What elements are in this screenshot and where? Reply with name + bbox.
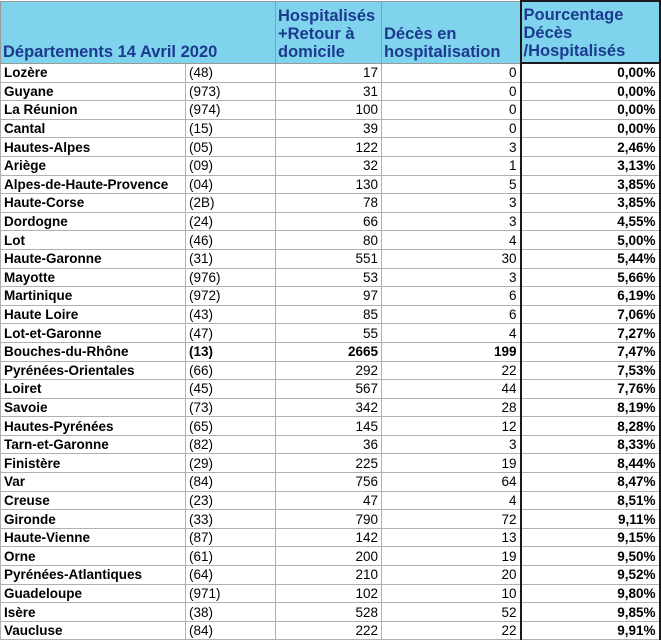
table-row bbox=[1, 194, 660, 213]
departement-code-cell[interactable]: (976) bbox=[186, 268, 276, 287]
deces-cell[interactable]: 28 bbox=[382, 398, 521, 417]
departement-code-cell[interactable]: (84) bbox=[186, 473, 276, 492]
pourcentage-cell[interactable]: 9,11% bbox=[521, 510, 660, 529]
hospitalises-cell[interactable]: 210 bbox=[276, 566, 382, 585]
departement-code-cell[interactable]: (66) bbox=[186, 361, 276, 380]
pourcentage-cell[interactable]: 7,06% bbox=[521, 305, 660, 324]
departement-name-cell[interactable]: Pyrénées-Orientales bbox=[1, 361, 186, 380]
deces-cell[interactable]: 4 bbox=[382, 231, 521, 250]
pourcentage-cell[interactable]: 7,53% bbox=[521, 361, 660, 380]
hospitalises-cell[interactable]: 142 bbox=[276, 528, 382, 547]
pourcentage-cell[interactable]: 9,15% bbox=[521, 528, 660, 547]
hospitalises-cell[interactable]: 2665 bbox=[276, 342, 382, 361]
departement-name-cell[interactable]: Bouches-du-Rhône bbox=[1, 342, 186, 361]
table-row bbox=[1, 454, 660, 473]
hospitalises-cell[interactable]: 292 bbox=[276, 361, 382, 380]
deces-cell[interactable]: 6 bbox=[382, 287, 521, 306]
departement-name-cell[interactable]: Tarn-et-Garonne bbox=[1, 435, 186, 454]
departement-code-cell[interactable]: (43) bbox=[186, 305, 276, 324]
table-row bbox=[1, 547, 660, 566]
header-hospitalises[interactable]: Hospitalisés +Retour à domicile bbox=[276, 1, 382, 63]
hospitalises-cell[interactable]: 222 bbox=[276, 621, 382, 640]
table-row bbox=[1, 380, 660, 399]
departement-code-cell[interactable]: (09) bbox=[186, 156, 276, 175]
deces-cell[interactable]: 19 bbox=[382, 454, 521, 473]
departement-code-cell[interactable]: (64) bbox=[186, 566, 276, 585]
deces-cell[interactable]: 13 bbox=[382, 528, 521, 547]
departement-code-cell[interactable]: (73) bbox=[186, 398, 276, 417]
deces-cell[interactable]: 3 bbox=[382, 435, 521, 454]
table-row bbox=[1, 156, 660, 175]
table-row bbox=[1, 417, 660, 436]
departement-name-cell[interactable]: Haute-Vienne bbox=[1, 528, 186, 547]
departement-code-cell[interactable]: (45) bbox=[186, 380, 276, 399]
table-row bbox=[1, 435, 660, 454]
deces-cell[interactable]: 52 bbox=[382, 603, 521, 622]
departement-code-cell[interactable]: (48) bbox=[186, 63, 276, 82]
pourcentage-cell[interactable]: 5,00% bbox=[521, 231, 660, 250]
pourcentage-cell[interactable]: 4,55% bbox=[521, 212, 660, 231]
departement-code-cell[interactable]: (971) bbox=[186, 584, 276, 603]
deces-cell[interactable]: 0 bbox=[382, 101, 521, 120]
departement-code-cell[interactable]: (2B) bbox=[186, 194, 276, 213]
header-pourcentage[interactable]: Pourcentage Décès /Hospitalisés bbox=[521, 1, 660, 63]
pourcentage-cell[interactable]: 9,85% bbox=[521, 603, 660, 622]
pourcentage-cell[interactable]: 0,00% bbox=[521, 63, 660, 82]
deces-cell[interactable]: 1 bbox=[382, 156, 521, 175]
departement-code-cell[interactable]: (82) bbox=[186, 435, 276, 454]
departement-name-cell[interactable]: Lot bbox=[1, 231, 186, 250]
deces-cell[interactable]: 22 bbox=[382, 621, 521, 640]
hospitalises-cell[interactable]: 32 bbox=[276, 156, 382, 175]
hospitalises-cell[interactable]: 85 bbox=[276, 305, 382, 324]
departement-code-cell[interactable]: (15) bbox=[186, 119, 276, 138]
departement-name-cell[interactable]: Isère bbox=[1, 603, 186, 622]
departement-code-cell[interactable]: (973) bbox=[186, 82, 276, 101]
deces-cell[interactable]: 4 bbox=[382, 491, 521, 510]
hospitalises-cell[interactable]: 47 bbox=[276, 491, 382, 510]
table-row bbox=[1, 324, 660, 343]
departement-name-cell[interactable]: Cantal bbox=[1, 119, 186, 138]
deces-cell[interactable]: 4 bbox=[382, 324, 521, 343]
departement-name-cell[interactable]: Vaucluse bbox=[1, 621, 186, 640]
header-row bbox=[1, 1, 660, 63]
table-row bbox=[1, 63, 660, 82]
deces-cell[interactable]: 30 bbox=[382, 249, 521, 268]
departement-name-cell[interactable]: Haute Loire bbox=[1, 305, 186, 324]
table-row bbox=[1, 621, 660, 640]
departement-name-cell[interactable]: Finistère bbox=[1, 454, 186, 473]
departement-code-cell[interactable]: (61) bbox=[186, 547, 276, 566]
departement-code-cell[interactable]: (13) bbox=[186, 342, 276, 361]
table-row bbox=[1, 566, 660, 585]
hospitalises-cell[interactable]: 225 bbox=[276, 454, 382, 473]
departement-name-cell[interactable]: Haute-Garonne bbox=[1, 249, 186, 268]
deces-cell[interactable]: 10 bbox=[382, 584, 521, 603]
pourcentage-cell[interactable]: 7,27% bbox=[521, 324, 660, 343]
pourcentage-cell[interactable]: 0,00% bbox=[521, 82, 660, 101]
hospitalises-cell[interactable]: 36 bbox=[276, 435, 382, 454]
table-row bbox=[1, 528, 660, 547]
pourcentage-cell[interactable]: 7,76% bbox=[521, 380, 660, 399]
pourcentage-cell[interactable]: 8,19% bbox=[521, 398, 660, 417]
table-row bbox=[1, 268, 660, 287]
pourcentage-cell[interactable]: 8,28% bbox=[521, 417, 660, 436]
table-body bbox=[1, 63, 660, 640]
table-row bbox=[1, 342, 660, 361]
pourcentage-cell[interactable]: 0,00% bbox=[521, 119, 660, 138]
pourcentage-cell[interactable]: 9,80% bbox=[521, 584, 660, 603]
pourcentage-cell[interactable]: 8,44% bbox=[521, 454, 660, 473]
departement-code-cell[interactable]: (33) bbox=[186, 510, 276, 529]
departement-name-cell[interactable]: Guadeloupe bbox=[1, 584, 186, 603]
departement-name-cell[interactable]: Orne bbox=[1, 547, 186, 566]
pourcentage-cell[interactable]: 8,33% bbox=[521, 435, 660, 454]
departement-code-cell[interactable]: (23) bbox=[186, 491, 276, 510]
hospitalises-cell[interactable]: 528 bbox=[276, 603, 382, 622]
departement-code-cell[interactable]: (974) bbox=[186, 101, 276, 120]
hospitalises-cell[interactable]: 55 bbox=[276, 324, 382, 343]
hospitalises-cell[interactable]: 17 bbox=[276, 63, 382, 82]
hospitalises-cell[interactable]: 122 bbox=[276, 138, 382, 157]
departement-name-cell[interactable]: Pyrénées-Atlantiques bbox=[1, 566, 186, 585]
hospitalises-cell[interactable]: 790 bbox=[276, 510, 382, 529]
pourcentage-cell[interactable]: 3,85% bbox=[521, 175, 660, 194]
table-row bbox=[1, 603, 660, 622]
hospitalises-cell[interactable]: 100 bbox=[276, 101, 382, 120]
deces-cell[interactable]: 72 bbox=[382, 510, 521, 529]
departement-code-cell[interactable]: (31) bbox=[186, 249, 276, 268]
departement-code-cell[interactable]: (24) bbox=[186, 212, 276, 231]
deces-cell[interactable]: 44 bbox=[382, 380, 521, 399]
table-row bbox=[1, 491, 660, 510]
departement-name-cell[interactable]: Hautes-Alpes bbox=[1, 138, 186, 157]
hospitalises-cell[interactable]: 66 bbox=[276, 212, 382, 231]
table-row bbox=[1, 510, 660, 529]
deces-cell[interactable]: 3 bbox=[382, 268, 521, 287]
pourcentage-cell[interactable]: 8,51% bbox=[521, 491, 660, 510]
hospitalises-cell[interactable]: 80 bbox=[276, 231, 382, 250]
pourcentage-cell[interactable]: 9,91% bbox=[521, 621, 660, 640]
pourcentage-cell[interactable]: 0,00% bbox=[521, 101, 660, 120]
hospitalises-cell[interactable]: 130 bbox=[276, 175, 382, 194]
hospitalises-cell[interactable]: 97 bbox=[276, 287, 382, 306]
departement-name-cell[interactable]: Savoie bbox=[1, 398, 186, 417]
table-row bbox=[1, 305, 660, 324]
departement-name-cell[interactable]: Mayotte bbox=[1, 268, 186, 287]
pourcentage-cell[interactable]: 7,47% bbox=[521, 342, 660, 361]
departement-code-cell[interactable]: (38) bbox=[186, 603, 276, 622]
deces-cell[interactable]: 0 bbox=[382, 82, 521, 101]
hospitalises-cell[interactable]: 39 bbox=[276, 119, 382, 138]
header-departements[interactable]: Départements 14 Avril 2020 bbox=[1, 1, 276, 63]
departement-code-cell[interactable]: (29) bbox=[186, 454, 276, 473]
departement-name-cell[interactable]: Lozère bbox=[1, 63, 186, 82]
deces-cell[interactable]: 64 bbox=[382, 473, 521, 492]
table-row bbox=[1, 473, 660, 492]
deces-cell[interactable]: 6 bbox=[382, 305, 521, 324]
hospitalises-cell[interactable]: 31 bbox=[276, 82, 382, 101]
deces-cell[interactable]: 199 bbox=[382, 342, 521, 361]
departement-name-cell[interactable]: Loiret bbox=[1, 380, 186, 399]
deces-cell[interactable]: 3 bbox=[382, 212, 521, 231]
hospitalises-cell[interactable]: 567 bbox=[276, 380, 382, 399]
header-deces[interactable]: Décès en hospitalisation bbox=[382, 1, 521, 63]
hospitalises-cell[interactable]: 756 bbox=[276, 473, 382, 492]
pourcentage-cell[interactable]: 5,44% bbox=[521, 249, 660, 268]
departement-code-cell[interactable]: (05) bbox=[186, 138, 276, 157]
table-row bbox=[1, 231, 660, 250]
departement-name-cell[interactable]: Gironde bbox=[1, 510, 186, 529]
deces-cell[interactable]: 0 bbox=[382, 63, 521, 82]
departement-code-cell[interactable]: (87) bbox=[186, 528, 276, 547]
pourcentage-cell[interactable]: 6,19% bbox=[521, 287, 660, 306]
table-row bbox=[1, 175, 660, 194]
departement-name-cell[interactable]: Martinique bbox=[1, 287, 186, 306]
departement-name-cell[interactable]: Ariège bbox=[1, 156, 186, 175]
departement-name-cell[interactable]: Haute-Corse bbox=[1, 194, 186, 213]
pourcentage-cell[interactable]: 5,66% bbox=[521, 268, 660, 287]
table-row bbox=[1, 361, 660, 380]
deces-cell[interactable]: 5 bbox=[382, 175, 521, 194]
departement-name-cell[interactable]: Var bbox=[1, 473, 186, 492]
hospitalises-cell[interactable]: 551 bbox=[276, 249, 382, 268]
departement-name-cell[interactable]: Creuse bbox=[1, 491, 186, 510]
departement-name-cell[interactable]: Lot-et-Garonne bbox=[1, 324, 186, 343]
departement-name-cell[interactable]: Alpes-de-Haute-Provence bbox=[1, 175, 186, 194]
departement-name-cell[interactable]: Hautes-Pyrénées bbox=[1, 417, 186, 436]
deces-cell[interactable]: 22 bbox=[382, 361, 521, 380]
departement-code-cell[interactable]: (04) bbox=[186, 175, 276, 194]
departement-name-cell[interactable]: Guyane bbox=[1, 82, 186, 101]
hospitalises-cell[interactable]: 53 bbox=[276, 268, 382, 287]
deces-cell[interactable]: 20 bbox=[382, 566, 521, 585]
table-row bbox=[1, 101, 660, 120]
table-row bbox=[1, 82, 660, 101]
deces-cell[interactable]: 19 bbox=[382, 547, 521, 566]
departement-code-cell[interactable]: (47) bbox=[186, 324, 276, 343]
departement-name-cell[interactable]: La Réunion bbox=[1, 101, 186, 120]
hospitalises-cell[interactable]: 200 bbox=[276, 547, 382, 566]
hospitalises-cell[interactable]: 342 bbox=[276, 398, 382, 417]
table-row bbox=[1, 138, 660, 157]
pourcentage-cell[interactable]: 8,47% bbox=[521, 473, 660, 492]
departement-code-cell[interactable]: (46) bbox=[186, 231, 276, 250]
pourcentage-cell[interactable]: 9,50% bbox=[521, 547, 660, 566]
table-row bbox=[1, 249, 660, 268]
pourcentage-cell[interactable]: 3,13% bbox=[521, 156, 660, 175]
table-row bbox=[1, 119, 660, 138]
departement-code-cell[interactable]: (65) bbox=[186, 417, 276, 436]
table-row bbox=[1, 287, 660, 306]
hospitalises-cell[interactable]: 78 bbox=[276, 194, 382, 213]
hospitalises-cell[interactable]: 145 bbox=[276, 417, 382, 436]
pourcentage-cell[interactable]: 2,46% bbox=[521, 138, 660, 157]
table-row bbox=[1, 584, 660, 603]
table-row bbox=[1, 398, 660, 417]
table-row bbox=[1, 212, 660, 231]
pourcentage-cell[interactable]: 9,52% bbox=[521, 566, 660, 585]
deces-cell[interactable]: 12 bbox=[382, 417, 521, 436]
departement-name-cell[interactable]: Dordogne bbox=[1, 212, 186, 231]
departement-code-cell[interactable]: (84) bbox=[186, 621, 276, 640]
departement-code-cell[interactable]: (972) bbox=[186, 287, 276, 306]
deces-cell[interactable]: 0 bbox=[382, 119, 521, 138]
hospitalises-cell[interactable]: 102 bbox=[276, 584, 382, 603]
deces-cell[interactable]: 3 bbox=[382, 194, 521, 213]
deces-cell[interactable]: 3 bbox=[382, 138, 521, 157]
pourcentage-cell[interactable]: 3,85% bbox=[521, 194, 660, 213]
